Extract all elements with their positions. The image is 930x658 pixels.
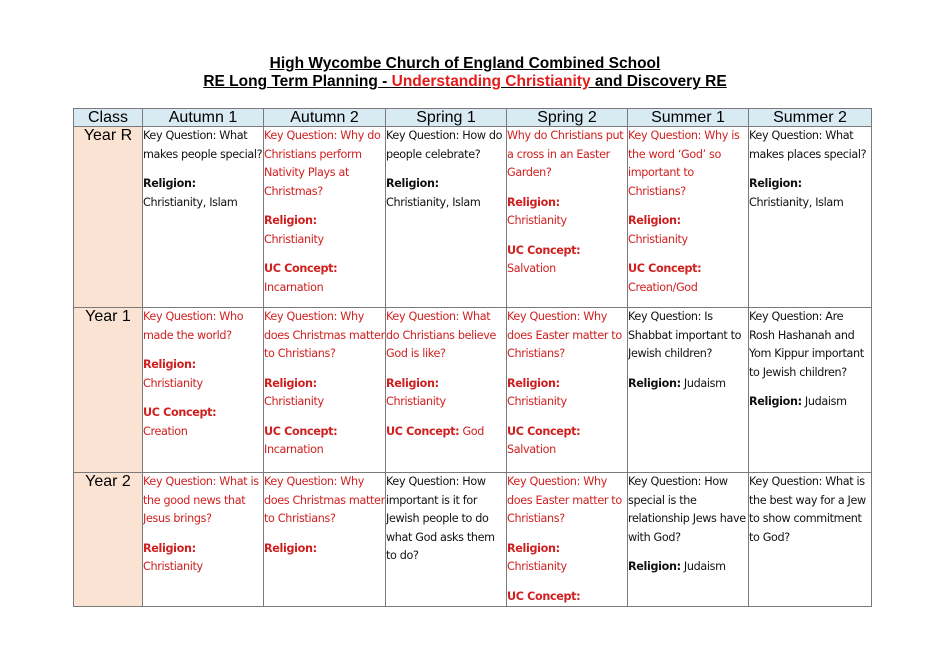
uc-concept-value: Incarnation (264, 443, 324, 456)
religion-value: Christianity (507, 395, 567, 408)
religion-entry (264, 375, 385, 412)
key-question: Key Question: What do Christians believe God is like? (386, 310, 497, 360)
religion-label: Religion: (749, 177, 802, 190)
religion-label: Religion: (628, 560, 681, 573)
unit-cell (749, 308, 872, 473)
unit-cell (386, 127, 507, 308)
religion-label: Religion: (143, 177, 196, 190)
uc-concept-label: UC Concept: (264, 424, 338, 438)
uc-concept-label: UC Concept: (507, 243, 581, 257)
unit-cell (386, 308, 507, 473)
unit-cell (628, 127, 749, 308)
column-header-spring-2: Spring 2 (507, 109, 628, 127)
uc-concept-label: UC Concept: (264, 262, 338, 275)
religion-value: Christianity (628, 232, 688, 246)
religion-entry (386, 375, 506, 412)
key-question: Key Question: How do people celebrate? (386, 129, 503, 161)
religion-label: Religion: (507, 541, 560, 555)
uc-concept-entry (264, 260, 385, 297)
unit-cell (264, 308, 386, 473)
class-cell: Year R (74, 127, 143, 308)
religion-value: Christianity (507, 214, 567, 227)
religion-value: Judaism (683, 376, 726, 390)
school-name: High Wycombe Church of England Combined School (269, 55, 661, 72)
unit-cell (628, 308, 749, 473)
religion-label: Religion: (143, 541, 196, 555)
uc-concept-label: UC Concept: (507, 424, 581, 438)
key-question: Key Question: What makes places special? (749, 129, 867, 161)
uc-concept-label: UC Concept: (507, 589, 581, 603)
key-question: Key Question: What is the good news that Jesus brings? (143, 475, 259, 525)
unit-cell (386, 473, 507, 607)
uc-concept-label: UC Concept: (143, 406, 217, 419)
class-cell: Year 1 (74, 308, 143, 473)
religion-value: Christianity, Islam (749, 195, 844, 209)
subtitle-highlight: Understanding Christianity (391, 73, 591, 90)
unit-cell (143, 473, 264, 607)
uc-concept-entry (507, 242, 627, 279)
religion-entry (264, 540, 385, 559)
religion-label: Religion: (264, 214, 317, 227)
key-question: Key Question: Why does Christmas matter to Christians? (264, 475, 385, 525)
uc-concept-entry (628, 260, 748, 297)
religion-value: Christianity, Islam (143, 195, 238, 209)
unit-cell (507, 308, 628, 473)
religion-value: Christianity (143, 376, 203, 390)
religion-label: Religion: (507, 195, 560, 209)
religion-entry (507, 375, 627, 412)
uc-concept-entry (386, 423, 506, 442)
column-header-autumn-1: Autumn 1 (143, 109, 264, 127)
religion-value: Judaism (683, 560, 726, 573)
religion-entry (749, 175, 871, 212)
unit-cell (507, 473, 628, 607)
unit-cell (264, 127, 386, 308)
long-term-plan-table (73, 108, 872, 607)
column-header-class: Class (74, 109, 143, 127)
key-question: Key Question: What makes people special? (143, 129, 263, 161)
key-question: Key Question: Why is the word ‘God’ so important to Christians? (628, 129, 740, 198)
table-row (74, 127, 872, 308)
religion-label: Religion: (264, 541, 317, 555)
uc-concept-entry (264, 423, 385, 460)
column-header-summer-1: Summer 1 (628, 109, 749, 127)
religion-entry (264, 212, 385, 249)
column-header-autumn-2: Autumn 2 (264, 109, 386, 127)
religion-entry (628, 558, 748, 577)
uc-concept-value: Creation/God (628, 280, 698, 294)
key-question: Key Question: Why does Easter matter to Christians? (507, 310, 622, 360)
key-question: Key Question: How special is the relationship Jews have with God? (628, 475, 746, 544)
unit-cell (143, 127, 264, 308)
uc-concept-entry (507, 588, 627, 607)
religion-value: Christianity (264, 232, 324, 246)
religion-label: Religion: (749, 395, 802, 408)
religion-entry (143, 540, 263, 577)
religion-label: Religion: (143, 358, 196, 371)
religion-value: Christianity, Islam (386, 195, 481, 209)
uc-concept-value: Salvation (507, 262, 556, 275)
column-header-spring-1: Spring 1 (386, 109, 507, 127)
religion-label: Religion: (628, 214, 681, 227)
religion-entry (143, 175, 263, 212)
table-row (74, 308, 872, 473)
uc-concept-value: Salvation (507, 443, 556, 456)
religion-value: Judaism (804, 395, 847, 408)
religion-entry (507, 540, 627, 577)
key-question: Key Question: Are Rosh Hashanah and Yom Kippur important to Jewish children? (749, 310, 864, 379)
document-title-block (0, 55, 930, 91)
unit-cell (749, 127, 872, 308)
key-question: Why do Christians put a cross in an Easter Garden? (507, 129, 624, 179)
religion-value: Christianity (264, 395, 324, 408)
religion-label: Religion: (386, 376, 439, 390)
unit-cell (749, 473, 872, 607)
religion-entry (386, 175, 506, 212)
religion-label: Religion: (264, 376, 317, 390)
class-cell: Year 2 (74, 473, 143, 607)
religion-value: Christianity (386, 395, 446, 408)
unit-cell (507, 127, 628, 308)
key-question: Key Question: Why does Christmas matter to Christians? (264, 310, 385, 360)
religion-entry (143, 356, 263, 393)
unit-cell (143, 308, 264, 473)
uc-concept-entry (143, 404, 263, 441)
uc-concept-label: UC Concept: (386, 424, 460, 438)
key-question: Key Question: Is Shabbat important to Jewish children? (628, 310, 742, 360)
subtitle-prefix: RE Long Term Planning - (203, 73, 392, 90)
uc-concept-label: UC Concept: (628, 262, 702, 275)
table-row (74, 473, 872, 607)
table-header-row (74, 109, 872, 127)
religion-entry (507, 194, 627, 231)
key-question: Key Question: What is the best way for a Jew to show commitment to God? (749, 475, 866, 544)
religion-label: Religion: (628, 376, 681, 390)
religion-entry (628, 212, 748, 249)
key-question: Key Question: Who made the world? (143, 310, 244, 342)
religion-value: Christianity (507, 560, 567, 573)
unit-cell (264, 473, 386, 607)
key-question: Key Question: How important is it for Jewish people to do what God asks them to do? (386, 475, 495, 562)
key-question: Key Question: Why does Easter matter to Christians? (507, 475, 622, 525)
religion-label: Religion: (386, 177, 439, 190)
unit-cell (628, 473, 749, 607)
key-question: Key Question: Why do Christians perform Nativity Plays at Christmas? (264, 129, 381, 198)
religion-entry (628, 375, 748, 394)
uc-concept-value: Incarnation (264, 280, 324, 294)
religion-value: Christianity (143, 560, 203, 573)
document-subtitle (0, 73, 930, 91)
religion-label: Religion: (507, 376, 560, 390)
uc-concept-entry (507, 423, 627, 460)
column-header-summer-2: Summer 2 (749, 109, 872, 127)
uc-concept-value: Creation (143, 424, 188, 438)
subtitle-suffix: and Discovery RE (590, 73, 727, 90)
uc-concept-value: God (462, 424, 485, 438)
religion-entry (749, 393, 871, 412)
